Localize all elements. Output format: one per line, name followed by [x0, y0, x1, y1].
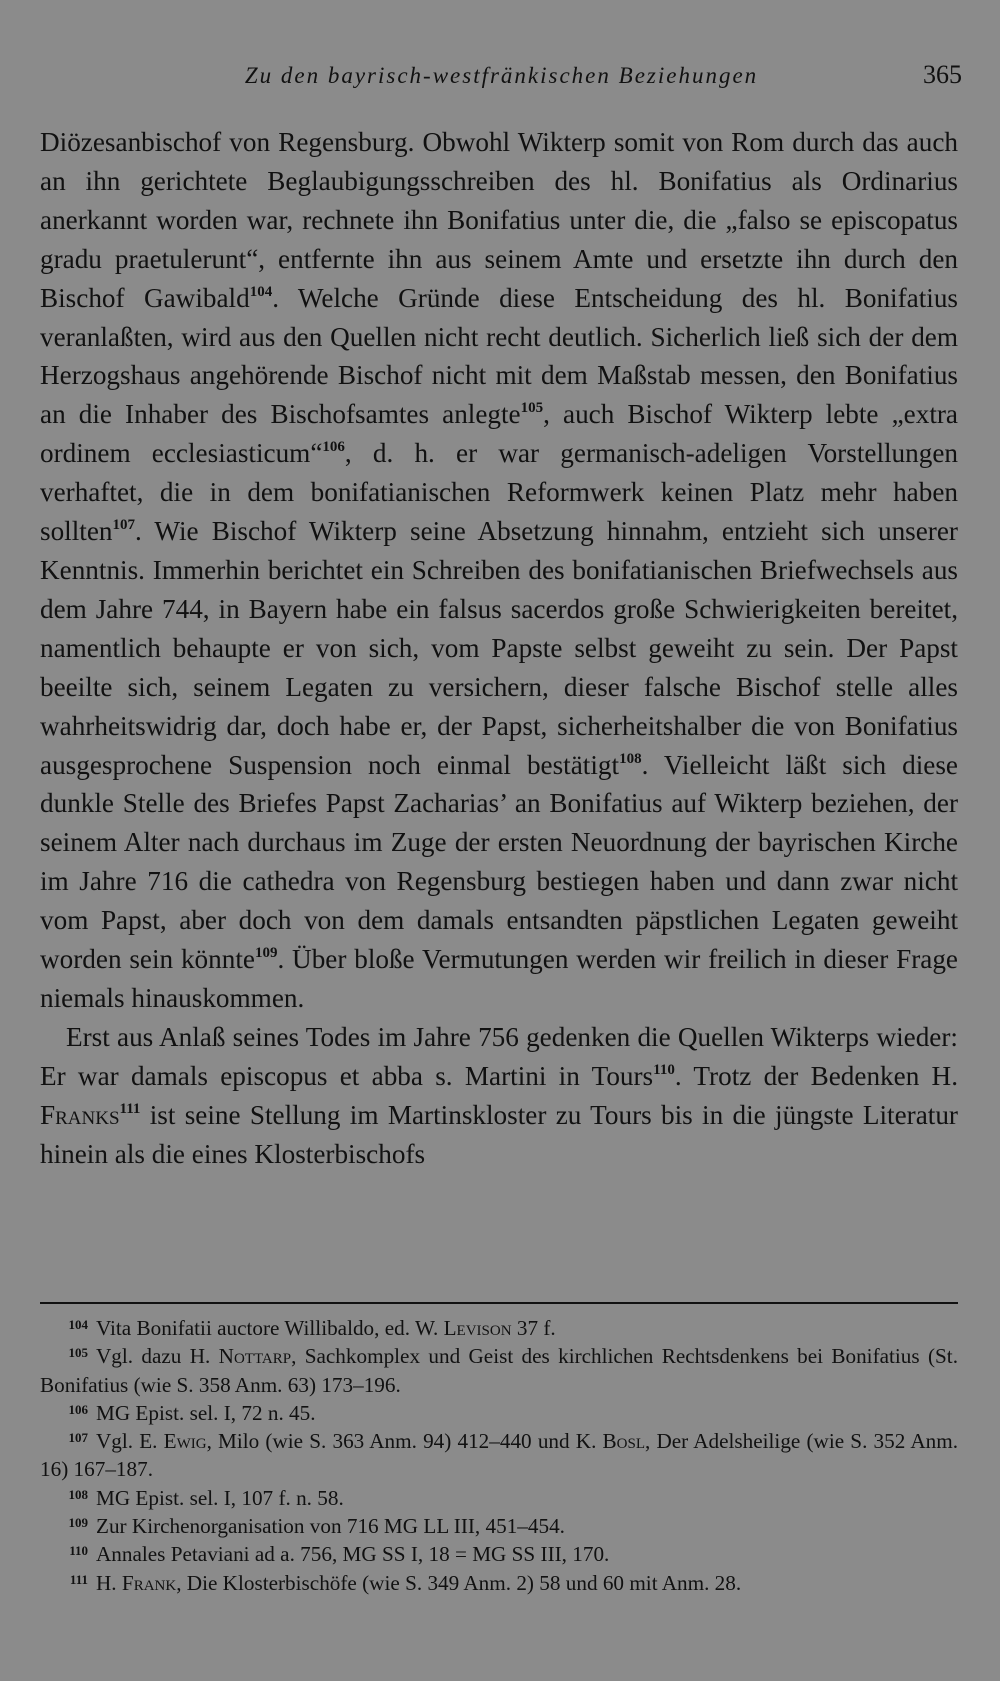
- footnote-reference: 107: [112, 517, 135, 534]
- text-run: Erst aus Anlaß seines Todes im Jahre 756 gedenken die Quellen Wikterps wieder: Er war damals episcopus et abba s. Martini in Tours: [40, 1021, 958, 1091]
- running-title: Zu den bayrisch-westfränkischen Beziehungen: [244, 63, 759, 88]
- text-run: . Welche Gründe diese Entscheidung des hl. Bonifatius veranlaßten, wird aus den Quellen nicht recht deutlich. Sicherlich ließ sich der dem Herzogshaus angehörende Bischof nicht mit dem Maßstab messen, den Bonifatius an die Inhaber des Bischofsamtes anlegte: [40, 282, 958, 430]
- author-name: Bosl: [602, 1429, 646, 1454]
- footnote-reference: 110: [653, 1061, 675, 1078]
- text-run: , Der Adelsheilige (wie S. 352 Anm. 16) 167–187.: [40, 1429, 958, 1482]
- text-run: . Wie Bischof Wikterp seine Absetzung hinnahm, entzieht sich unserer Kenntnis. Immerhin berichtet ein Schreiben des bonifatianischen Briefwechsels aus dem Jahre 744, in Bayern habe ein falsus sacerdos große Schwierigkeiten bereitet, namentlich behaupte er von sich, vom Papste selbst geweiht zu sein. Der Papst beeilte sich, seinem Legaten zu versichern, dieser falsche Bischof stelle alles wahrheitswidrig dar, doch habe er, der Papst, sicherheitshalber die von Bonifatius ausgesprochene Suspension noch einmal bestätigt: [40, 516, 958, 780]
- text-run: . Trotz der Bedenken H.: [674, 1060, 958, 1091]
- text-run: Annales Petaviani ad a. 756, MG SS I, 18 = MG SS III, 170.: [96, 1542, 610, 1567]
- author-name: Nottarp: [218, 1344, 292, 1369]
- text-run: 37 f.: [511, 1316, 556, 1340]
- author-name: Franks: [40, 1099, 120, 1130]
- text-run: MG Epist. sel. I, 72 n. 45.: [96, 1400, 316, 1425]
- text-run: MG Epist. sel. I, 107 f. n. 58.: [96, 1485, 344, 1510]
- footnote: 111 H. Frank, Die Klosterbischöfe (wie S. 349 Anm. 2) 58 und 60 mit Anm. 28.: [69, 1570, 742, 1595]
- footnote: 106 MG Epist. sel. I, 72 n. 45.: [68, 1400, 316, 1425]
- page-number: 365: [923, 60, 962, 89]
- footnote: 104 Vita Bonifatii auctore Willibaldo, ed. W. Levison 37 f.: [68, 1316, 556, 1340]
- footnote: 107 Vgl. E. Ewig, Milo (wie S. 363 Anm. 94) 412–440 und K. Bosl, Der Adelsheilige (wie S. 352 Anm. 16) 167–187.: [40, 1429, 958, 1482]
- footnote-reference: 108: [619, 750, 642, 767]
- text-run: ist seine Stellung im Martinskloster zu Tours bis in die jüngste Literatur hinein als die eines Klosterbischofs: [40, 1099, 958, 1169]
- footnote-divider: [40, 1302, 958, 1304]
- text-run: , d. h. er war germanisch-adeligen Vorstellungen verhaftet, die in dem bonifatianischen Reformwerk keinen Platz mehr haben sollten: [40, 438, 958, 547]
- paragraph: [40, 123, 958, 1018]
- text-run: Vgl. dazu H.: [96, 1344, 219, 1369]
- text-run: . Vielleicht läßt sich diese dunkle Stelle des Briefes Papst Zacharias’ an Bonifatius auf Wikterp beziehen, der seinem Alter nach durchaus im Zuge der ersten Neuordnung der bayrischen Kirche im Jahre 716 die cathedra von Regensburg bestiegen haben und dann zwar nicht vom Papst, aber doch von dem damals entsandten päpstlichen Legaten geweiht worden sein könnte: [40, 749, 958, 975]
- text-run: , auch Bischof Wikterp lebte „extra ordinem ecclesiasticum“: [40, 399, 958, 469]
- text-run: Zur Kirchenorganisation von 716 MG LL III, 451–454.: [96, 1514, 565, 1539]
- paragraph: [40, 1018, 958, 1174]
- footnotes: [40, 1314, 958, 1597]
- footnote-reference: 104: [249, 283, 273, 300]
- text-run: H.: [96, 1570, 122, 1595]
- author-name: Ewig: [163, 1429, 207, 1454]
- text-run: , Milo (wie S. 363 Anm. 94) 412–440 und K.: [206, 1429, 603, 1454]
- text-run: Vgl. E.: [96, 1429, 164, 1454]
- text-run: , Sachkomplex und Geist des kirchlichen Rechtsdenkens bei Bonifatius (St. Bonifatius (wie S. 358 Anm. 63) 173–196.: [40, 1344, 958, 1397]
- text-run: Vita Bonifatii auctore Willibaldo, ed. W.: [96, 1316, 444, 1340]
- footnote: 105 Vgl. dazu H. Nottarp, Sachkomplex und Geist des kirchlichen Rechtsdenkens bei Bonifatius (St. Bonifatius (wie S. 358 Anm. 63) 173–196.: [40, 1344, 958, 1397]
- footnote-reference: 106: [322, 439, 345, 456]
- text-run: Diözesanbischof von Regensburg. Obwohl Wikterp somit von Rom durch das auch an ihn gerichtete Beglaubigungsschreiben des hl. Bonifatius als Ordinarius anerkannt worden war, rechnete ihn Bonifatius unter die, die „falso se episcopatus gradu praetulerunt“, entfernte ihn aus seinem Amte und ersetzte ihn durch den Bischof Gawibald: [40, 127, 958, 313]
- footnote-reference: 109: [254, 945, 278, 962]
- footnote: 110 Annales Petaviani ad a. 756, MG SS I, 18 = MG SS III, 170.: [69, 1542, 610, 1567]
- text-run: , Die Klosterbischöfe (wie S. 349 Anm. 2) 58 und 60 mit Anm. 28.: [176, 1570, 742, 1595]
- page-header: [40, 60, 962, 100]
- footnote: 108 MG Epist. sel. I, 107 f. n. 58.: [68, 1485, 344, 1510]
- main-text: [40, 123, 958, 1173]
- footnote-reference: 111: [119, 1100, 141, 1117]
- author-name: Frank: [121, 1570, 177, 1595]
- footnote-reference: 105: [520, 400, 544, 417]
- text-run: . Über bloße Vermutungen werden wir freilich in dieser Frage niemals hinauskommen.: [40, 944, 958, 1013]
- author-name: Levison: [443, 1316, 512, 1340]
- footnote: 109 Zur Kirchenorganisation von 716 MG LL III, 451–454.: [68, 1514, 565, 1539]
